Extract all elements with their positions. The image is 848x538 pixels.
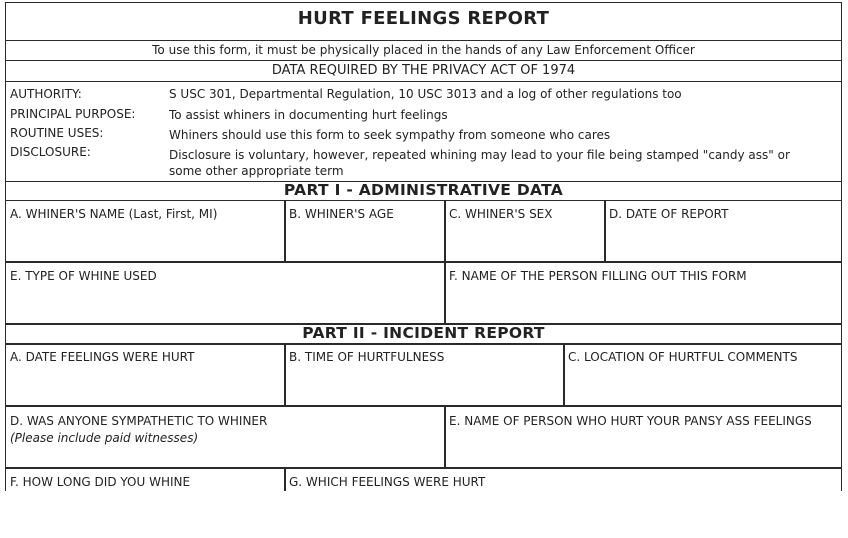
person-filling-form-label: F. NAME OF THE PERSON FILLING OUT THIS FORM bbox=[449, 269, 747, 283]
person-filling-form-field[interactable] bbox=[444, 261, 842, 325]
principal-purpose-text: To assist whiners in documenting hurt feelings bbox=[169, 108, 448, 122]
date-feelings-hurt-label: A. DATE FEELINGS WERE HURT bbox=[10, 350, 195, 364]
principal-purpose-label: PRINCIPAL PURPOSE: bbox=[10, 107, 136, 121]
disclosure-text-cont: some other appropriate term bbox=[169, 164, 344, 178]
type-of-whine-label: E. TYPE OF WHINE USED bbox=[10, 269, 157, 283]
instruction-text: To use this form, it must be physically placed in the hands of any Law Enforcement Officer bbox=[152, 43, 695, 57]
whiner-name-field[interactable] bbox=[5, 200, 286, 263]
title-box bbox=[5, 2, 842, 41]
routine-uses-text: Whiners should use this form to seek sympathy from someone who cares bbox=[169, 128, 611, 142]
instruction-box bbox=[5, 40, 842, 61]
which-feelings-field[interactable] bbox=[284, 467, 842, 491]
privacy-header-box bbox=[5, 60, 842, 82]
routine-uses-label: ROUTINE USES: bbox=[10, 126, 104, 140]
part2-title: PART II - INCIDENT REPORT bbox=[302, 324, 545, 342]
authority-text: S USC 301, Departmental Regulation, 10 USC 3013 and a log of other regulations too bbox=[169, 87, 682, 101]
location-of-comments-label: C. LOCATION OF HURTFUL COMMENTS bbox=[568, 350, 798, 364]
disclosure-text: Disclosure is voluntary, however, repeated whining may lead to your file being stamped "candy ass" or bbox=[169, 148, 790, 162]
date-of-report-label: D. DATE OF REPORT bbox=[609, 207, 729, 221]
time-of-hurtfulness-field[interactable] bbox=[284, 343, 565, 407]
person-who-hurt-field[interactable] bbox=[444, 405, 842, 469]
time-of-hurtfulness-label: B. TIME OF HURTFULNESS bbox=[289, 350, 445, 364]
part2-header-box bbox=[5, 323, 842, 345]
which-feelings-label: G. WHICH FEELINGS WERE HURT bbox=[289, 475, 486, 489]
sympathetic-field[interactable] bbox=[5, 405, 446, 469]
whiner-sex-field[interactable] bbox=[444, 200, 606, 263]
part1-header-box bbox=[5, 181, 842, 201]
person-who-hurt-label: E. NAME OF PERSON WHO HURT YOUR PANSY ASS FEELINGS bbox=[449, 414, 812, 428]
part1-title: PART I - ADMINISTRATIVE DATA bbox=[283, 181, 564, 199]
disclosure-label: DISCLOSURE: bbox=[10, 145, 91, 159]
location-of-comments-field[interactable] bbox=[563, 343, 842, 407]
how-long-whine-field[interactable] bbox=[5, 467, 286, 491]
form-title: HURT FEELINGS REPORT bbox=[297, 8, 550, 29]
authority-label: AUTHORITY: bbox=[10, 87, 82, 101]
sympathetic-note: (Please include paid witnesses) bbox=[10, 431, 199, 445]
whiner-sex-label: C. WHINER'S SEX bbox=[449, 207, 553, 221]
how-long-whine-label: F. HOW LONG DID YOU WHINE bbox=[10, 475, 191, 489]
whiner-age-label: B. WHINER'S AGE bbox=[289, 207, 394, 221]
whiner-age-field[interactable] bbox=[284, 200, 446, 263]
privacy-header: DATA REQUIRED BY THE PRIVACY ACT OF 1974 bbox=[271, 63, 576, 78]
type-of-whine-field[interactable] bbox=[5, 261, 446, 325]
whiner-name-label: A. WHINER'S NAME (Last, First, MI) bbox=[10, 207, 218, 221]
sympathetic-label: D. WAS ANYONE SYMPATHETIC TO WHINER bbox=[10, 414, 268, 428]
hurt-feelings-report-form bbox=[5, 2, 842, 491]
date-feelings-hurt-field[interactable] bbox=[5, 343, 286, 407]
date-of-report-field[interactable] bbox=[604, 200, 842, 263]
privacy-block bbox=[5, 81, 842, 182]
